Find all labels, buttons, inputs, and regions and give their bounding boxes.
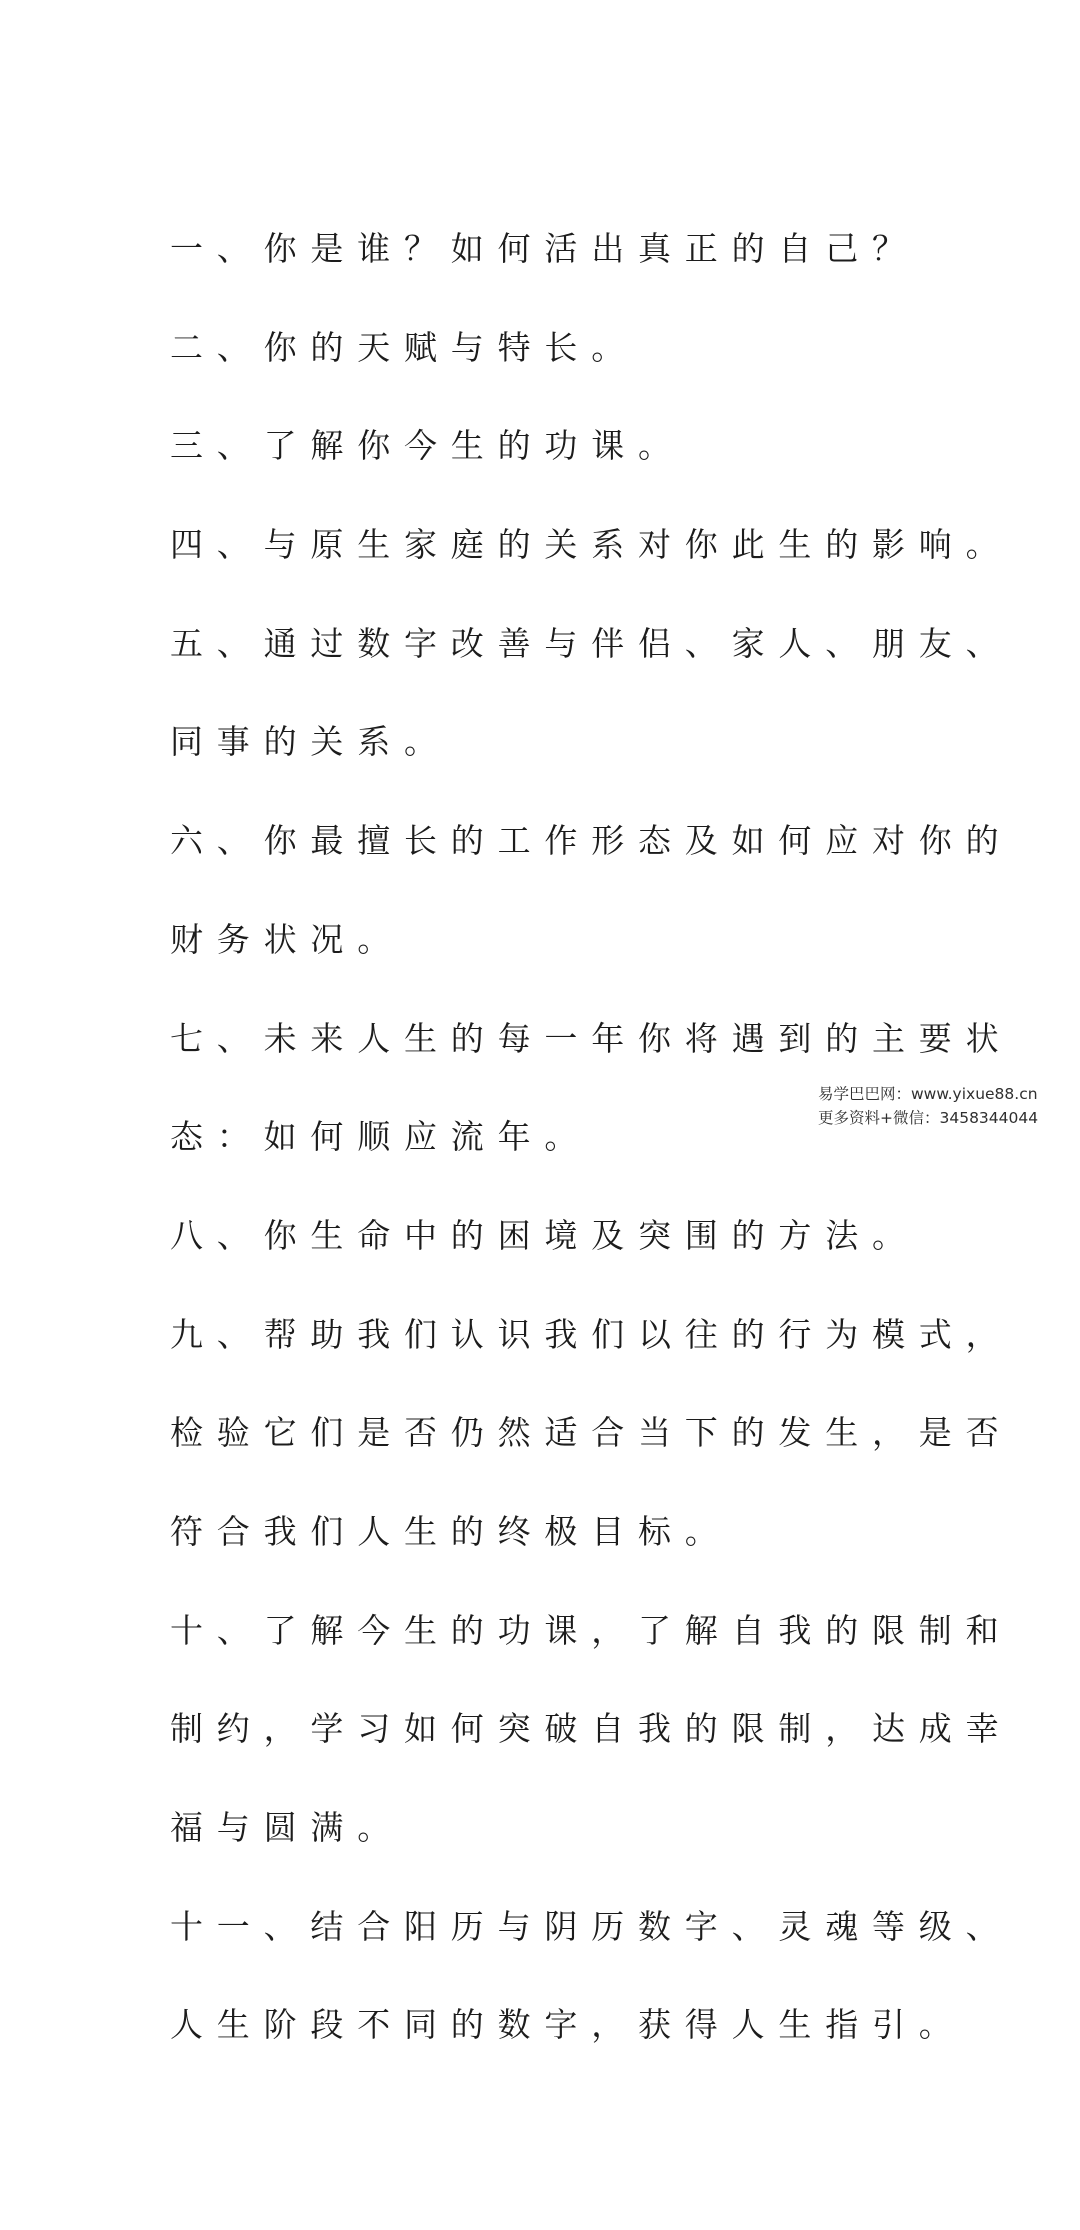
- document-body: [170, 229, 1013, 2107]
- text-line: 十、了解今生的功课，了解自我的限制和: [170, 1610, 1013, 1650]
- text-line: 财务状况。: [170, 919, 404, 959]
- watermark-contact: 更多资料+微信：3458344044: [818, 1109, 1039, 1127]
- text-line: 一、你是谁？如何活出真正的自己？: [170, 229, 919, 268]
- text-line: 三、了解你今生的功课。: [170, 426, 685, 466]
- text-line: 十一、结合阳历与阴历数字、灵魂等级、: [170, 1906, 1013, 1946]
- text-line: 五、通过数字改善与伴侣、家人、朋友、: [170, 623, 1013, 663]
- text-line: 福与圆满。: [170, 1808, 404, 1847]
- text-line: 符合我们人生的终极目标。: [170, 1511, 732, 1551]
- text-line: 二、你的天赋与特长。: [170, 327, 638, 367]
- text-line: 九、帮助我们认识我们以往的行为模式，: [170, 1314, 1013, 1354]
- watermark-site: 易学巴巴网：www.yixue88.cn: [818, 1085, 1038, 1103]
- text-line: 同事的关系。: [170, 722, 451, 762]
- text-line: 人生阶段不同的数字，获得人生指引。: [170, 2005, 966, 2045]
- text-line: 七、未来人生的每一年你将遇到的主要状: [170, 1018, 1013, 1058]
- text-line: 六、你最擅长的工作形态及如何应对你的: [170, 821, 1013, 861]
- text-line: 制约，学习如何突破自我的限制，达成幸: [170, 1709, 1013, 1749]
- text-line: 检验它们是否仍然适合当下的发生，是否: [170, 1413, 1013, 1453]
- text-line: 态：如何顺应流年。: [170, 1117, 592, 1157]
- watermark: [818, 1082, 1038, 1130]
- text-line: 八、你生命中的困境及突围的方法。: [170, 1215, 919, 1255]
- text-line: 四、与原生家庭的关系对你此生的影响。: [170, 525, 1013, 565]
